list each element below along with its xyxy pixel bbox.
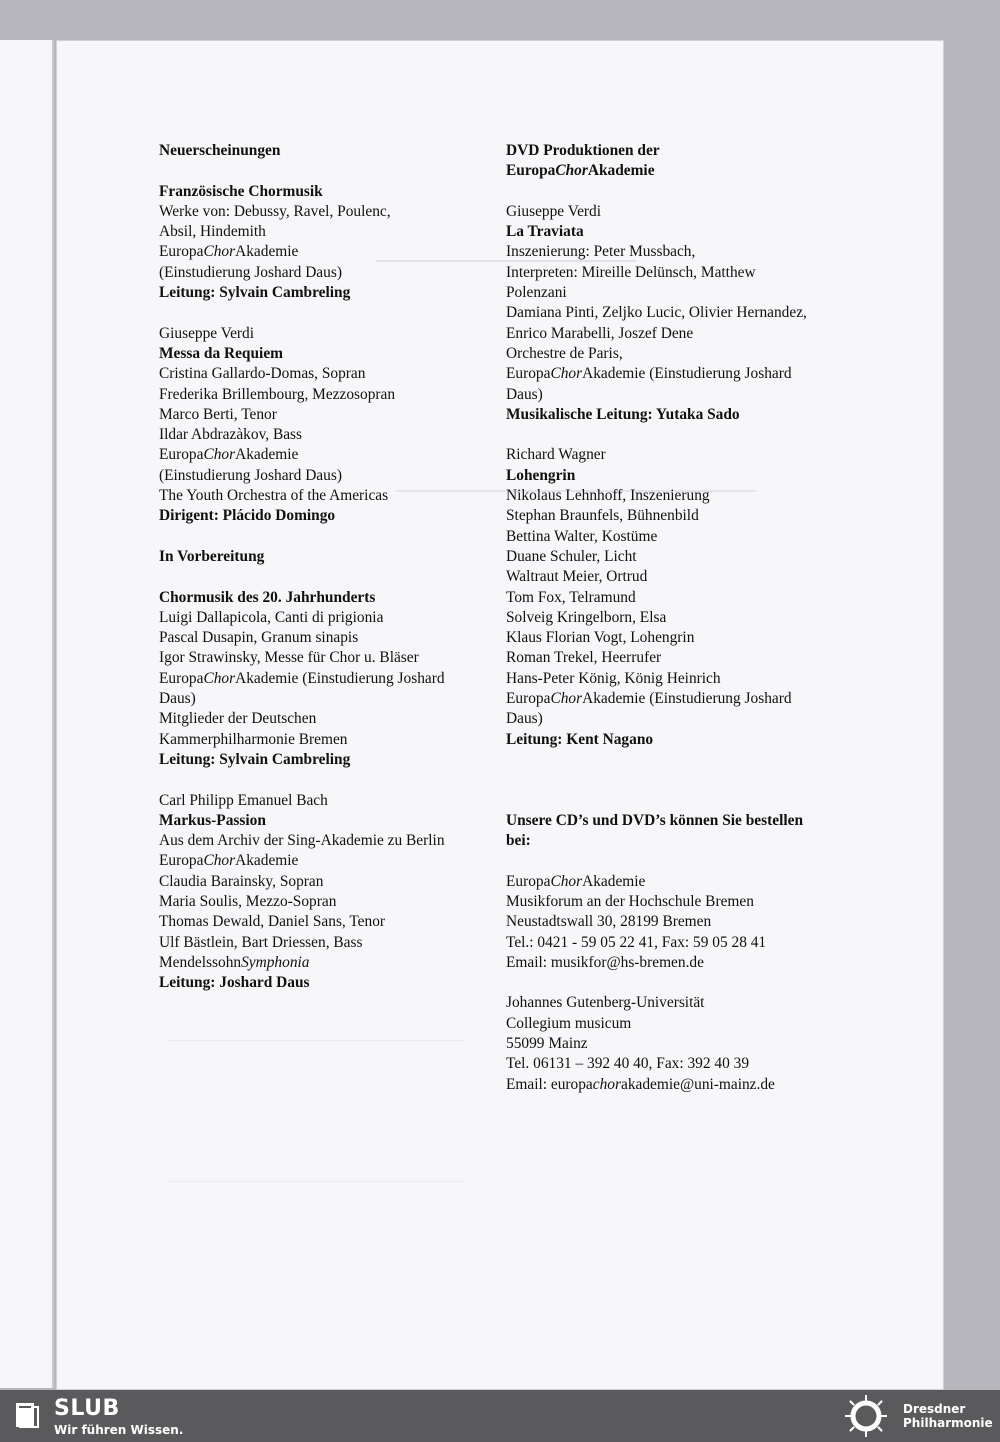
text-line: Mitglieder der Deutschen: [159, 710, 317, 728]
text-fragment: Europa: [159, 669, 204, 687]
text-fragment: Akademie: [235, 852, 299, 870]
text-line: [159, 445, 445, 465]
text-line: Daus): [506, 385, 543, 403]
text-line: (Einstudierung Joshard Daus): [159, 263, 342, 281]
text-line: [159, 953, 445, 973]
text-line: Kammerphilharmonie Bremen: [159, 730, 348, 748]
blank-line: [506, 973, 807, 993]
heading-line: Markus-Passion: [159, 811, 266, 829]
text-line: [159, 669, 445, 689]
blank-line: [506, 851, 807, 871]
text-fragment: Akademie: [582, 872, 646, 890]
heading-line: [506, 161, 807, 181]
text-fragment: Akademie: [235, 243, 299, 261]
text-fragment: Europa: [506, 365, 551, 383]
text-line: Stephan Braunfels, Bühnenbild: [506, 507, 699, 525]
text-line: Interpreten: Mireille Delünsch, Matthew: [506, 263, 756, 281]
text-fragment: Akademie (Einstudierung Joshard: [582, 690, 792, 708]
text-line: Maria Soulis, Mezzo-Sopran: [159, 892, 337, 910]
heading-line: Leitung: Kent Nagano: [506, 730, 654, 748]
heading-line: Leitung: Joshard Daus: [159, 974, 310, 992]
text-line: Duane Schuler, Licht: [506, 547, 637, 565]
right-column: [506, 141, 807, 1095]
text-line: [506, 364, 807, 384]
italic-fragment: Chor: [203, 669, 236, 687]
text-line: Enrico Marabelli, Joszef Dene: [506, 324, 694, 342]
text-line: Solveig Kringelborn, Elsa: [506, 608, 667, 626]
heading-line: Leitung: Sylvain Cambreling: [159, 750, 351, 768]
text-line: Thomas Dewald, Daniel Sans, Tenor: [159, 913, 386, 931]
text-line: Waltraut Meier, Ortrud: [506, 568, 648, 586]
show-through-decoration: [166, 1040, 466, 1182]
text-line: Aus dem Archiv der Sing-Akademie zu Berlin: [159, 832, 445, 850]
text-line: Absil, Hindemith: [159, 223, 266, 241]
slub-tagline: Wir führen Wissen.: [54, 1423, 184, 1437]
text-fragment: Akademie: [587, 162, 655, 180]
text-line: Giuseppe Verdi: [159, 324, 255, 342]
text-line: Ulf Bästlein, Bart Driessen, Bass: [159, 933, 363, 951]
text-line: Pascal Dusapin, Granum sinapis: [159, 629, 359, 647]
text-line: Ildar Abdrazàkov, Bass: [159, 426, 303, 444]
heading-line: Chormusik des 20. Jahrhunderts: [159, 588, 376, 606]
text-line: [159, 851, 445, 871]
italic-fragment: Chor: [550, 872, 583, 890]
text-fragment: Email: europa: [506, 1075, 593, 1093]
text-line: Orchestre de Paris,: [506, 344, 623, 362]
italic-fragment: Chor: [550, 365, 583, 383]
text-line: Tel.: 0421 - 59 05 22 41, Fax: 59 05 28 41: [506, 933, 767, 951]
blank-line: [506, 770, 807, 790]
heading-line: La Traviata: [506, 223, 584, 241]
heading-line: Musikalische Leitung: Yutaka Sado: [506, 405, 740, 423]
text-fragment: Mendelssohn: [159, 953, 242, 971]
blank-line: [159, 161, 445, 181]
text-line: [506, 872, 807, 892]
text-line: Email: musikfor@hs-bremen.de: [506, 953, 704, 971]
text-line: 55099 Mainz: [506, 1035, 588, 1053]
slub-logo-icon: [14, 1400, 42, 1430]
italic-fragment: Chor: [555, 162, 588, 180]
text-line: Collegium musicum: [506, 1014, 632, 1032]
text-line: Tom Fox, Telramund: [506, 588, 636, 606]
text-line: Inszenierung: Peter Mussbach,: [506, 243, 696, 261]
heading-line: Unsere CD’s und DVD’s können Sie bestellen: [506, 811, 804, 829]
heading-line: bei:: [506, 832, 531, 850]
left-column: [159, 141, 445, 993]
text-line: Neustadtswall 30, 28199 Bremen: [506, 913, 712, 931]
blank-line: [506, 791, 807, 811]
heading-line: Lohengrin: [506, 466, 576, 484]
text-line: (Einstudierung Joshard Daus): [159, 466, 342, 484]
heading-line: Französische Chormusik: [159, 182, 323, 200]
italic-fragment: Chor: [203, 243, 236, 261]
text-line: Giuseppe Verdi: [506, 202, 602, 220]
text-fragment: Akademie (Einstudierung Joshard: [582, 365, 792, 383]
text-line: Damiana Pinti, Zeljko Lucic, Olivier Hernandez,: [506, 304, 807, 322]
text-line: Marco Berti, Tenor: [159, 405, 277, 423]
text-fragment: akademie@uni-mainz.de: [620, 1075, 775, 1093]
text-line: Cristina Gallardo-Domas, Sopran: [159, 365, 366, 383]
text-line: Richard Wagner: [506, 446, 606, 464]
heading-line: Messa da Requiem: [159, 344, 283, 362]
previous-page-edge: [0, 40, 54, 1388]
text-fragment: Europa: [506, 872, 551, 890]
heading-line: Leitung: Sylvain Cambreling: [159, 284, 351, 302]
text-fragment: Europa: [159, 446, 204, 464]
text-fragment: Akademie: [235, 446, 299, 464]
blank-line: [159, 303, 445, 323]
italic-fragment: chor: [592, 1075, 621, 1093]
italic-fragment: Chor: [203, 852, 236, 870]
heading-line: Neuerscheinungen: [159, 142, 281, 159]
blank-line: [506, 182, 807, 202]
italic-fragment: Symphonia: [241, 953, 310, 971]
italic-fragment: Chor: [203, 446, 236, 464]
text-line: Johannes Gutenberg-Universität: [506, 994, 705, 1012]
text-line: Hans-Peter König, König Heinrich: [506, 669, 721, 687]
text-line: Carl Philipp Emanuel Bach: [159, 791, 328, 809]
text-line: [506, 689, 807, 709]
text-line: Nikolaus Lehnhoff, Inszenierung: [506, 487, 710, 505]
dresdner-philharmonie-name: [903, 1402, 993, 1430]
blank-line: [159, 527, 445, 547]
blank-line: [159, 770, 445, 790]
blank-line: [159, 567, 445, 587]
text-line: Igor Strawinsky, Messe für Chor u. Bläser: [159, 649, 419, 667]
partner-line-1: Dresdner: [903, 1402, 966, 1416]
text-line: Frederika Brillembourg, Mezzosopran: [159, 385, 396, 403]
text-line: Luigi Dallapicola, Canti di prigionia: [159, 608, 384, 626]
text-line: Klaus Florian Vogt, Lohengrin: [506, 629, 695, 647]
heading-line: Dirigent: Plácido Domingo: [159, 507, 336, 525]
text-fragment: Europa: [506, 162, 556, 180]
text-fragment: Europa: [506, 690, 551, 708]
heading-line: DVD Produktionen der: [506, 142, 660, 159]
text-line: [506, 1075, 807, 1095]
text-line: Polenzani: [506, 284, 567, 302]
text-line: The Youth Orchestra of the Americas: [159, 487, 389, 505]
partner-line-2: Philharmonie: [903, 1416, 993, 1430]
blank-line: [506, 425, 807, 445]
text-line: Bettina Walter, Kostüme: [506, 527, 658, 545]
italic-fragment: Chor: [550, 690, 583, 708]
text-fragment: Europa: [159, 243, 204, 261]
text-line: Musikforum an der Hochschule Bremen: [506, 892, 754, 910]
slub-name: SLUB: [54, 1396, 120, 1421]
text-line: Claudia Barainsky, Sopran: [159, 872, 324, 890]
text-line: [159, 242, 445, 262]
heading-line: In Vorbereitung: [159, 547, 265, 565]
text-line: Daus): [506, 710, 543, 728]
text-line: Daus): [159, 690, 196, 708]
footer-bar: [0, 1390, 1000, 1442]
text-line: Werke von: Debussy, Ravel, Poulenc,: [159, 202, 391, 220]
blank-line: [506, 750, 807, 770]
text-fragment: Europa: [159, 852, 204, 870]
text-line: Roman Trekel, Heerrufer: [506, 649, 662, 667]
text-fragment: Akademie (Einstudierung Joshard: [235, 669, 445, 687]
text-line: Tel. 06131 – 392 40 40, Fax: 392 40 39: [506, 1055, 750, 1073]
dresdner-philharmonie-logo-icon: [842, 1394, 890, 1438]
